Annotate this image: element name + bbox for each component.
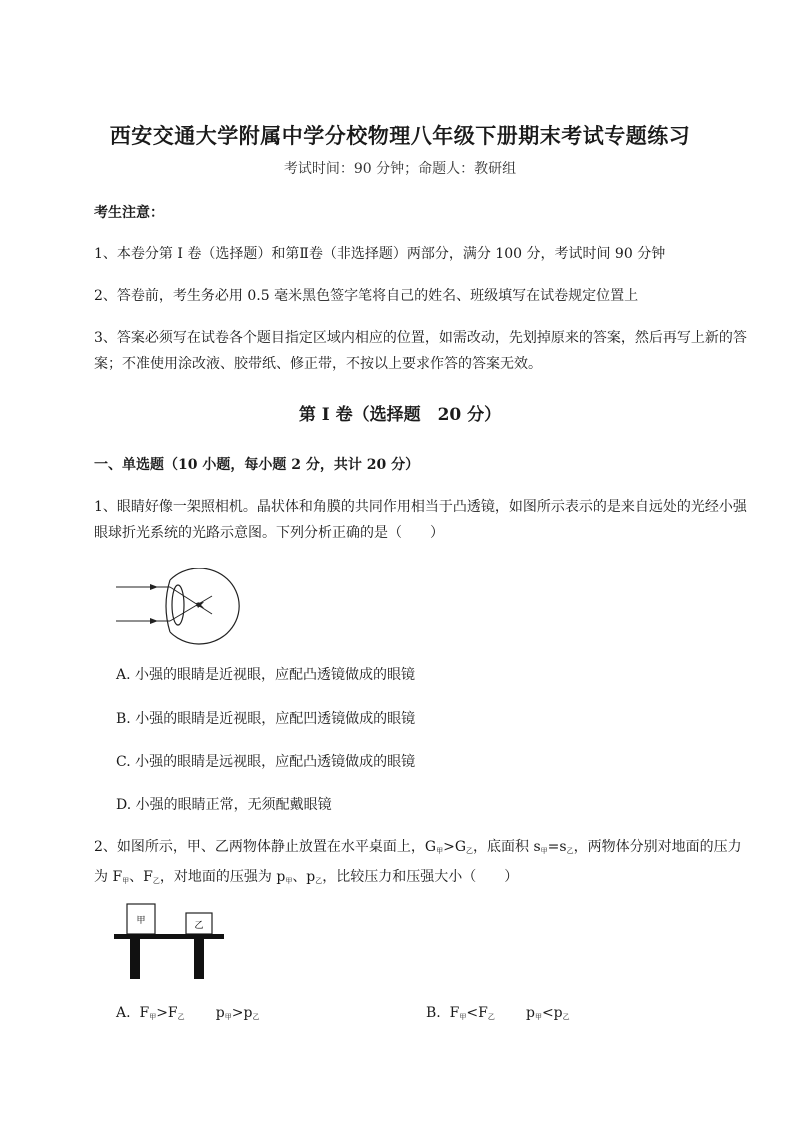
question-2-text: 2、如图所示，甲、乙两物体静止放置在水平桌面上，$G_甲>G_乙$，底面积 $s_甲=s_乙$，两物体分别对地面的压力为 $F_甲$、$F_乙$，对地面的压强为 $p_甲$、$p_乙$，比较压力和压强大小（ ） xyxy=(94,839,742,885)
q2-option-a[interactable]: A. $F_甲>F_乙$ $p_甲>p_乙$ xyxy=(116,1005,260,1021)
table-leg-left xyxy=(130,939,140,979)
table-top xyxy=(114,934,224,939)
question-1-text: 1、眼睛好像一架照相机。晶状体和角膜的共同作用相当于凸透镜，如图所示表示的是来自远处的光经小强眼球折光系统的光路示意图。下列分析正确的是（ ） xyxy=(94,499,747,541)
section-title: 第 I 卷（选择题 20 分） xyxy=(298,405,502,425)
eye-diagram xyxy=(112,568,242,646)
notes-heading: 考生注意： xyxy=(94,205,164,221)
q2-option-b[interactable]: B. $F_甲<F_乙$ $p_甲<p_乙$ xyxy=(426,1005,570,1021)
exam-info: 考试时间：90 分钟；命题人：教研组 xyxy=(283,161,517,177)
q1-option-d[interactable]: D. 小强的眼睛正常，无须配戴眼镜 xyxy=(116,797,332,813)
note-item-1: 1、本卷分第 I 卷（选择题）和第Ⅱ卷（非选择题）两部分，满分 100 分，考试时间 90 分钟 xyxy=(94,246,666,262)
part-heading: 一、单选题（10 小题，每小题 2 分，共计 20 分） xyxy=(94,457,420,473)
object-yi-label: 乙 xyxy=(194,921,204,931)
q1-option-c[interactable]: C. 小强的眼睛是远视眼，应配凸透镜做成的眼镜 xyxy=(116,754,416,770)
object-jia-label: 甲 xyxy=(136,916,146,926)
q1-option-a[interactable]: A. 小强的眼睛是近视眼，应配凸透镜做成的眼镜 xyxy=(116,667,416,683)
note-item-2: 2、答卷前，考生务必用 0.5 毫米黑色签字笔将自己的姓名、班级填写在试卷规定位置上 xyxy=(94,288,639,304)
page-title: 西安交通大学附属中学分校物理八年级下册期末考试专题练习 xyxy=(109,123,691,148)
table-objects-diagram xyxy=(112,900,228,982)
note-item-3: 3、答案必须写在试卷各个题目指定区域内相应的位置，如需改动，先划掉原来的答案，然后再写上新的答案；不准使用涂改液、胶带纸、修正带，不按以上要求作答的答案无效。 xyxy=(94,330,747,372)
table-leg-right xyxy=(194,939,204,979)
q1-option-b[interactable]: B. 小强的眼睛是近视眼，应配凹透镜做成的眼镜 xyxy=(116,711,416,727)
